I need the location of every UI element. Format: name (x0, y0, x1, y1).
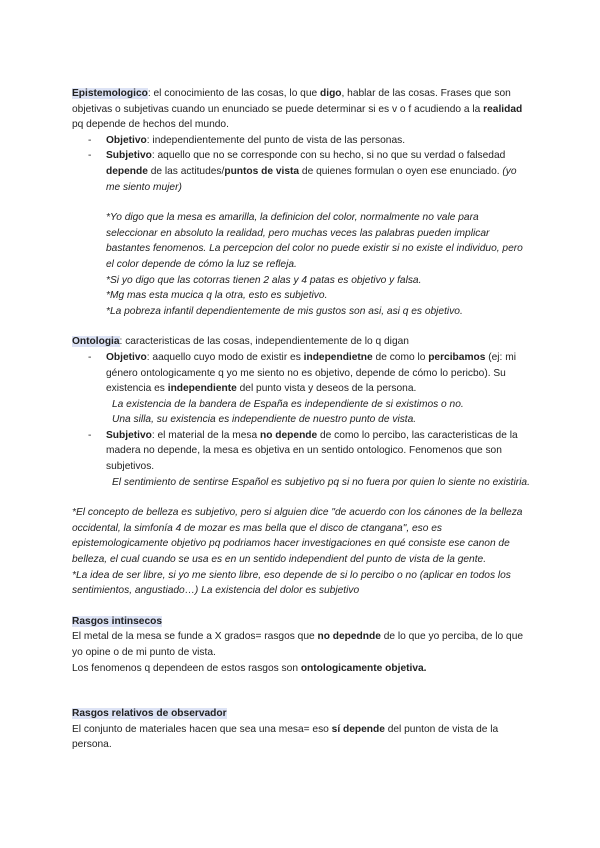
paragraph: El conjunto de materiales hacen que sea una mesa= eso sí depende del punton de vista de la persona. (72, 723, 499, 751)
note: *El concepto de belleza es subjetivo, pero si alguien dice "de acuerdo con los cánones de la belleza occidental, la simfonía 4 de mozar es mas bella que el disco de ctangana", eso es epistemologicamente objetivo pq podriamos hacer investigaciones en qué consiste ese canon de belleza, el cual cuando se usa es en un sentido independient del punto de vista de la gente. (72, 507, 523, 566)
ontologia-intro: Ontologia: caracteristicas de las cosas, independientemente de lo q digan (72, 336, 409, 348)
list-item: - Subjetivo: aquello que no se corresponde con su hecho, si no que su verdad o falsedad depende de las actitudes/puntos de vista de quienes formulan o oyen ese enunciado. (yo me siento mujer) (88, 150, 517, 193)
note: *Yo digo que la mesa es amarilla, la definicion del color, normalmente no vale para seleccionar en absoluto la realidad, pero muchas veces las palabras pueden implicar bastantes fenomenos. La percepcion del color no puede existir si no existe el individuo, pero el color depende de cómo la luz se refleja. (106, 212, 523, 270)
example: Una silla, su existencia es independiente de nuestro punto de vista. (112, 414, 417, 426)
paragraph: El metal de la mesa se funde a X grados= rasgos que no depednde de lo que yo perciba, de lo que yo opine o de mi punto de vista. (72, 631, 524, 658)
epistemologico-heading: Epistemologico (72, 88, 148, 99)
document-page (72, 86, 532, 753)
intrinsecos-heading: Rasgos intinsecos (72, 615, 163, 627)
example: La existencia de la bandera de España es independiente de si existimos o no. (112, 398, 464, 410)
paragraph: Los fenomenos q dependeen de estos rasgos son ontologicamente objetiva. (72, 662, 427, 674)
observador-heading: Rasgos relativos de observador (72, 708, 227, 720)
epistemologico-intro: Epistemologico: el conocimiento de las cosas, lo que digo, hablar de las cosas. Frases que son objetivas o subjetivas cuando un enunciado se puede determinar si es v o f acudiendo a la realidad pq depende de hechos del mundo. (72, 88, 523, 131)
example: El sentimiento de sentirse Español es subjetivo pq si no fuera por quien lo siente no existiria. (112, 476, 530, 488)
list-item: - Objetivo: independientemente del punto de vista de las personas. (88, 134, 406, 146)
list-item: - Subjetivo: el material de la mesa no depende de como lo percibo, las caracteristicas de la madera no depende, la mesa es objetiva en un sentido ontologico. Fenomenos que son subjetivos. (88, 429, 518, 473)
ontologia-heading: Ontologia (72, 336, 120, 348)
note: *La pobreza infantil dependientemente de mis gustos son asi, asi q es objetivo. (106, 305, 463, 317)
note: *Si yo digo que las cotorras tienen 2 alas y 4 patas es objetivo y falsa. (106, 274, 422, 286)
note: *Mg mas esta mucica q la otra, esto es subjetivo. (106, 290, 328, 302)
note: *La idea de ser libre, si yo me siento libre, eso depende de si lo percibo o no (aplicar en todos los sentimientos, angustiado…) La existencia del dolor es subjetivo (72, 569, 511, 597)
list-item: - Objetivo: aaquello cuyo modo de existir es independietne de como lo percibamos (ej: mi género ontologicamente q yo me siento no es objetivo, depende de cómo lo pericbo). Su existencia es independiente del punto vista y deseos de la persona. (88, 351, 516, 395)
